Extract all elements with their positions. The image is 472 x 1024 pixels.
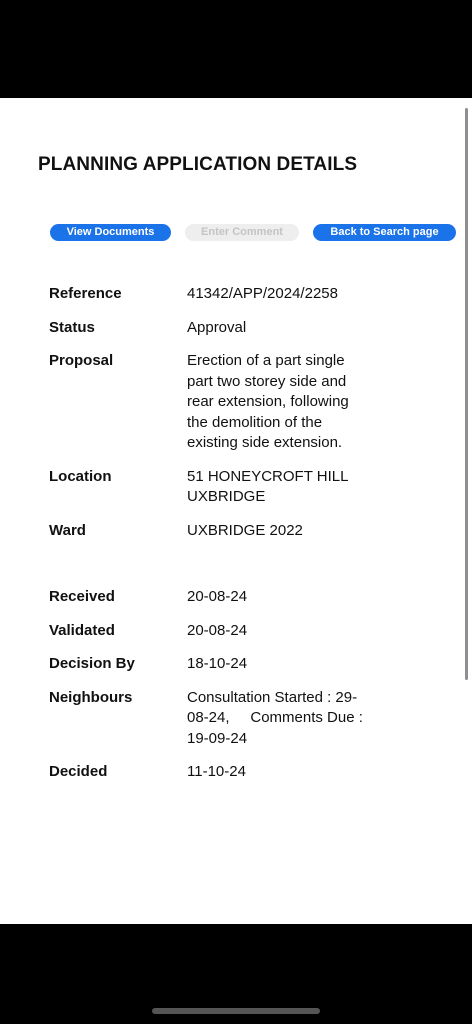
enter-comment-button[interactable]: Enter Comment [185,224,299,241]
reference-label: Reference [49,285,122,302]
decided-value: 11-10-24 [187,763,246,780]
page-title: PLANNING APPLICATION DETAILS [38,154,358,175]
detail-row-ward [49,521,409,542]
status-label: Status [49,318,95,336]
validated-label: Validated [49,621,115,639]
proposal-value: Erection of a part single part two storey side and rear extension, following the demolition of the existing side extension. [187,352,349,451]
detail-row-received [49,587,409,608]
detail-row-reference [49,284,409,305]
detail-row-status [49,318,409,339]
neighbours-label: Neighbours [49,688,133,706]
neighbours-value: Consultation Started : 29-08-24, Comments Due : 19-09-24 [187,688,368,747]
detail-row-decision-by [49,654,409,675]
received-label: Received [49,588,115,605]
ward-label: Ward [49,521,86,539]
application-details [49,284,409,783]
back-to-search-button[interactable]: Back to Search page [313,224,456,241]
detail-row-decided [49,762,409,783]
view-documents-button[interactable]: View Documents [50,224,171,241]
decided-label: Decided [49,763,108,780]
ward-value: UXBRIDGE 2022 [187,521,303,539]
reference-value: 41342/APP/2024/2258 [187,285,338,302]
validated-value: 20-08-24 [187,621,248,639]
decision-by-value: 18-10-24 [187,655,248,672]
decision-by-label: Decision By [49,655,135,672]
status-value: Approval [187,318,247,336]
proposal-label: Proposal [49,352,114,369]
location-value: 51 HONEYCROFT HILL UXBRIDGE [187,467,348,505]
scrollbar[interactable] [465,108,468,680]
detail-row-proposal [49,351,409,454]
location-label: Location [49,467,112,485]
received-value: 20-08-24 [187,588,248,605]
app-screen [0,98,472,924]
detail-row-validated [49,621,409,642]
home-indicator[interactable] [152,1008,320,1014]
detail-row-location [49,467,409,508]
detail-row-neighbours [49,688,409,750]
